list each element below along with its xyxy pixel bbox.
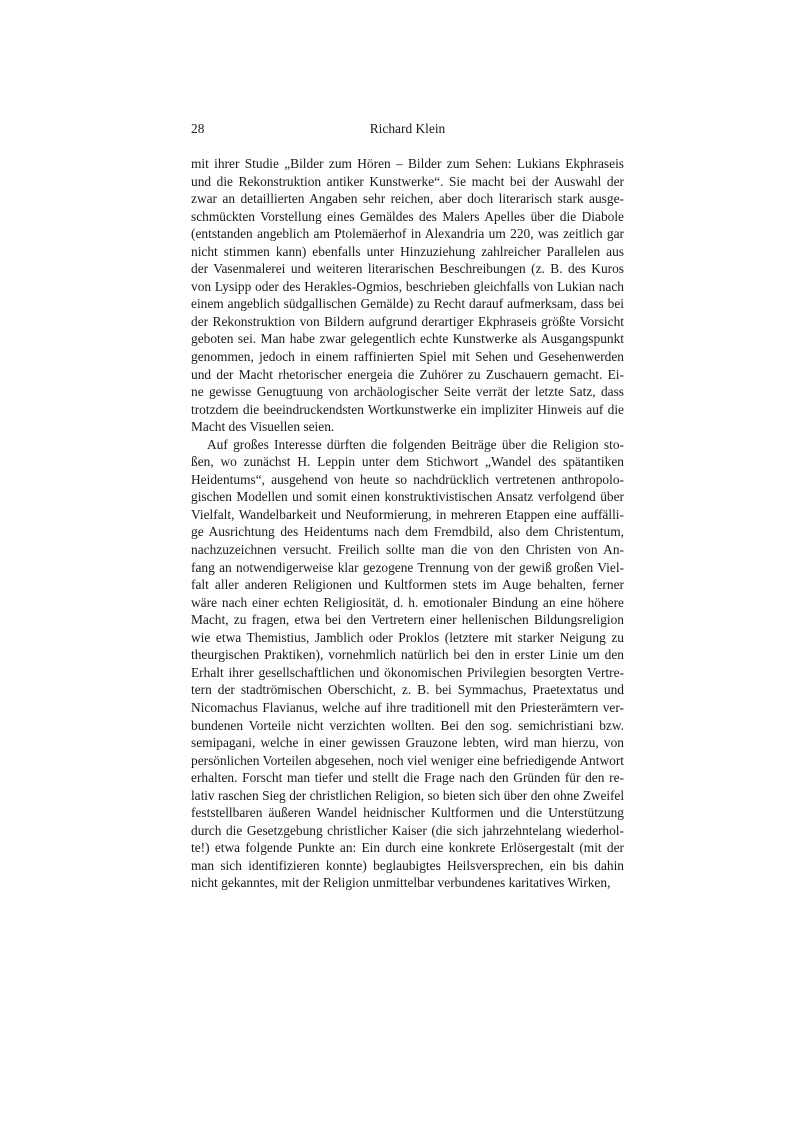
text-line: und der Macht rhetorischer energeia die Zuhörer zu Zuschauern gemacht. Ei- <box>191 366 624 382</box>
text-line: wäre nach einer echten Religiosität, d. h. emotionaler Bindung an eine höhere <box>191 594 624 610</box>
text-line: persönlichen Vorteilen abgesehen, noch viel weniger eine befriedigende Antwort <box>191 752 624 768</box>
text-line: Macht, zu fragen, etwa bei den Vertretern einer hellenischen Bildungsreligion <box>191 612 624 628</box>
text-line: trotzdem die beeindruckendsten Wortkunstwerke ein impliziter Hinweis auf die <box>191 401 624 417</box>
text-line: von Lysipp oder des Herakles-Ogmios, beschrieben gleichfalls von Lukian nach <box>191 278 624 294</box>
text-line: bundenen Vorteile nicht verzichten wollten. Bei den sog. semichristiani bzw. <box>191 717 624 733</box>
text-line: fang an notwendigerweise klar gezogene Trennung von der gewiß großen Viel- <box>191 559 624 575</box>
paragraph <box>191 155 624 436</box>
text-line: Vielfalt, Wandelbarkeit und Neuformierung, in mehreren Etappen eine auffälli- <box>191 506 624 522</box>
text-line: feststellbaren äußeren Wandel heidnischer Kultformen und die Unterstützung <box>191 805 624 821</box>
text-line: nicht stimmen kann) ebenfalls unter Hinzuziehung zahlreicher Parallelen aus <box>191 243 624 259</box>
text-line: tern der stadtrömischen Oberschicht, z. B. bei Symmachus, Praetextatus und <box>191 682 624 698</box>
text-line: te!) etwa folgende Punkte an: Ein durch eine konkrete Erlösergestalt (mit der <box>191 840 624 856</box>
text-line: der Rekonstruktion von Bildern aufgrund derartiger Ekphraseis größte Vorsicht <box>191 313 624 329</box>
text-line: geboten sei. Man habe zwar gelegentlich echte Kunstwerke als Ausgangspunkt <box>191 331 624 347</box>
text-line: ßen, wo zunächst H. Leppin unter dem Stichwort „Wandel des spätantiken <box>191 454 624 470</box>
text-line: mit ihrer Studie „Bilder zum Hören – Bilder zum Sehen: Lukians Ekphraseis <box>191 156 624 171</box>
text-line: ne gewisse Genugtuung von archäologischer Seite verrät der letzte Satz, dass <box>191 384 624 400</box>
text-line: falt aller anderen Religionen und Kultformen stets im Auge behalten, ferner <box>191 577 624 593</box>
text-line: Nicomachus Flavianus, welche auf ihre traditionell mit den Priesterämtern ver- <box>191 699 624 715</box>
text-line: Macht des Visuellen seien. <box>191 419 335 435</box>
text-line: (entstanden angeblich am Ptolemäerhof in Alexandria um 220, was zeitlich gar <box>191 226 624 242</box>
text-line: theurgischen Praktiken), vornehmlich natürlich bei den in erster Linie um den <box>191 647 624 663</box>
text-line: Auf großes Interesse dürften die folgenden Beiträge über die Religion sto- <box>207 436 624 452</box>
text-line: durch die Gesetzgebung christlicher Kaiser (die sich jahrzehntelang wiederhol- <box>191 822 624 838</box>
text-line: man sich identifizieren konnte) beglaubigtes Heilsversprechen, ein bis dahin <box>191 857 624 873</box>
text-line: gischen Modellen und somit einen konstruktivistischen Ansatz verfolgend über <box>191 489 624 505</box>
text-line: ge Ausrichtung des Heidentums nach dem Fremdbild, also dem Christentum, <box>191 524 624 540</box>
text-line: schmückten Vorstellung eines Gemäldes des Malers Apelles über die Diabole <box>191 208 624 224</box>
text-line: Heidentums“, ausgehend von heute so nachdrücklich vertretenen anthropolo- <box>191 471 624 487</box>
text-line: genommen, jedoch in einem raffinierten Spiel mit Sehen und Gesehenwerden <box>191 349 624 365</box>
text-line: nachzuzeichnen versucht. Freilich sollte man die von den Christen von An- <box>191 542 624 558</box>
text-line: und die Rekonstruktion antiker Kunstwerke“. Sie macht bei der Auswahl der <box>191 173 624 189</box>
text-line: erhalten. Forscht man tiefer und stellt die Frage nach den Gründen für den re- <box>191 770 624 786</box>
text-line: zwar an detaillierten Angaben sehr reichen, aber doch literarisch stark ausge- <box>191 191 624 207</box>
text-line: nicht gekanntes, mit der Religion unmittelbar verbundenes karitatives Wirken, <box>191 875 611 891</box>
text-line: einem angeblich südgallischen Gemälde) zu Recht darauf aufmerksam, dass bei <box>191 296 624 312</box>
body-text <box>191 155 624 892</box>
page-number: 28 <box>191 121 205 136</box>
text-line: Erhalt ihrer gesellschaftlichen und ökonomischen Privilegien besorgten Vertre- <box>191 664 624 680</box>
text-line: wie etwa Themistius, Jamblich oder Proklos (letztere mit starker Neigung zu <box>191 629 624 645</box>
text-line: lativ raschen Sieg der christlichen Religion, so bieten sich über den ohne Zweifel <box>191 787 624 803</box>
running-head-author: Richard Klein <box>369 121 446 136</box>
text-line: der Vasenmalerei und weiteren literarischen Beschreibungen (z. B. des Kuros <box>191 261 624 277</box>
text-line: semipagani, welche in einer gewissen Grauzone lebten, wird man hierzu, von <box>191 735 624 751</box>
running-head <box>191 120 624 138</box>
paragraph <box>191 436 624 892</box>
